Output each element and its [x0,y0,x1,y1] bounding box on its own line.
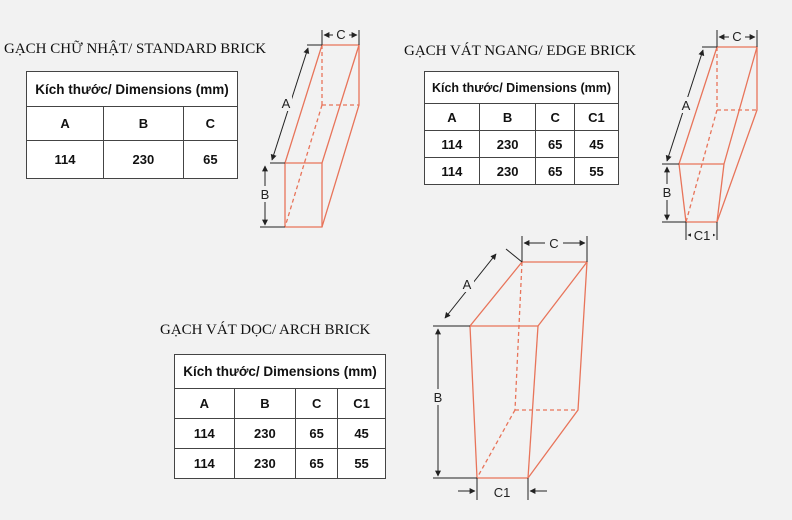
table-cell: 114 [175,419,235,449]
dimension-label-a: A [681,98,691,113]
column-header: B [104,107,184,141]
table-header: Kích thước/ Dimensions (mm) [425,72,619,104]
table-cell: 65 [536,158,575,185]
table-cell: 114 [425,131,480,158]
table-cell: 45 [338,419,386,449]
table-cell: 114 [425,158,480,185]
column-header: A [175,389,235,419]
dimension-label-b: B [662,185,672,200]
dimension-label-c: C [336,27,346,42]
table-cell: 114 [175,449,235,479]
table-cell: 230 [234,419,296,449]
dimension-label-b: B [433,390,443,405]
dimension-label-c1: C1 [693,228,711,243]
column-header: B [234,389,296,419]
table-cell: 65 [296,449,338,479]
column-header: C1 [574,104,618,131]
column-header: C [536,104,575,131]
table-cell: 230 [234,449,296,479]
column-header: A [27,107,104,141]
column-header: C [183,107,237,141]
table-cell: 55 [574,158,618,185]
arch-brick-title: GẠCH VÁT DỌC/ ARCH BRICK [160,322,371,338]
table-cell: 65 [536,131,575,158]
dimension-label-a: A [281,96,291,111]
edge-brick-drawing [661,29,757,243]
table-cell: 114 [27,141,104,179]
table-cell: 55 [338,449,386,479]
table-header: Kích thước/ Dimensions (mm) [175,355,386,389]
column-header: A [425,104,480,131]
column-header: C [296,389,338,419]
table-cell: 45 [574,131,618,158]
table-cell: 230 [479,158,536,185]
edge-brick-title: GẠCH VÁT NGANG/ EDGE BRICK [404,43,636,59]
table-cell: 65 [183,141,237,179]
dimension-label-c1: C1 [493,485,511,500]
dimension-label-b: B [260,187,270,202]
column-header: B [479,104,536,131]
table-header: Kích thước/ Dimensions (mm) [27,72,238,107]
dimension-label-c: C [732,29,742,44]
dimension-label-c: C [549,236,559,251]
standard-brick-drawing [259,27,359,227]
dimension-label-a: A [462,277,472,292]
arch-brick-drawing [431,235,587,500]
table-cell: 65 [296,419,338,449]
table-cell: 230 [479,131,536,158]
standard-brick-title: GẠCH CHỮ NHẬT/ STANDARD BRICK [4,41,267,57]
column-header: C1 [338,389,386,419]
table-cell: 230 [104,141,184,179]
